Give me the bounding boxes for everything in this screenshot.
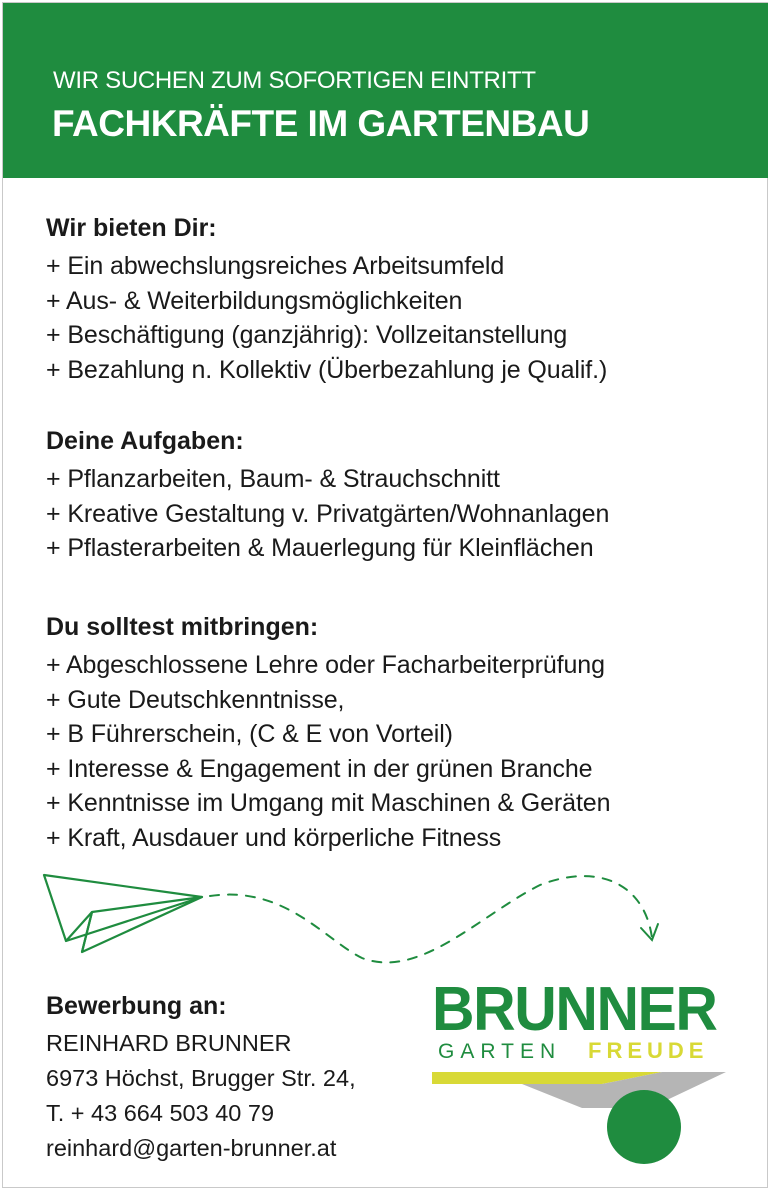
header-title: FACHKRÄFTE IM GARTENBAU	[52, 103, 590, 144]
header-subtitle: WIR SUCHEN ZUM SOFORTIGEN EINTRITT	[53, 67, 536, 94]
requirement-item: + Abgeschlossene Lehre oder Facharbeiterprüfung	[46, 651, 605, 679]
tasks-section	[46, 425, 609, 566]
offer-list	[46, 249, 607, 387]
offer-item: + Ein abwechslungsreiches Arbeitsumfeld	[46, 252, 505, 280]
task-item: + Pflasterarbeiten & Mauerlegung für Kleinflächen	[46, 534, 594, 563]
tasks-list	[46, 462, 609, 566]
application-block	[46, 990, 356, 1166]
task-item: + Pflanzarbeiten, Baum- & Strauchschnitt	[46, 465, 500, 493]
requirements-section	[46, 611, 610, 856]
requirement-item: + B Führerschein, (C & E von Vorteil)	[46, 720, 453, 749]
requirements-list	[46, 648, 610, 856]
offer-section	[46, 212, 607, 387]
logo-green-circle	[607, 1090, 681, 1164]
dashed-arrow-icon	[210, 876, 658, 962]
brunner-logo	[432, 975, 732, 1180]
application-heading: Bewerbung an:	[46, 992, 227, 1020]
requirements-heading: Du solltest mitbringen:	[46, 613, 319, 641]
logo-garten-text: GARTEN	[438, 1040, 562, 1063]
task-item: + Kreative Gestaltung v. Privatgärten/Wohnanlagen	[46, 499, 610, 528]
header-banner	[3, 3, 768, 178]
offer-item: + Beschäftigung (ganzjährig): Vollzeitanstellung	[46, 321, 568, 350]
requirement-item: + Kraft, Ausdauer und körperliche Fitness	[46, 823, 502, 852]
contact-name: REINHARD BRUNNER	[46, 1030, 292, 1056]
paper-plane-icon	[44, 875, 202, 952]
logo-graphic	[432, 1068, 732, 1174]
tasks-heading: Deine Aufgaben:	[46, 427, 244, 455]
logo-brand-text: BRUNNER	[432, 975, 717, 1044]
requirement-item: + Interesse & Engagement in der grünen Branche	[46, 754, 593, 783]
contact-address: 6973 Höchst, Brugger Str. 24,	[46, 1065, 356, 1091]
offer-item: + Bezahlung n. Kollektiv (Überbezahlung je Qualif.)	[46, 355, 608, 384]
contact-phone: T. + 43 664 503 40 79	[46, 1100, 275, 1126]
logo-freude-text: FREUDE	[588, 1038, 709, 1063]
offer-heading: Wir bieten Dir:	[46, 214, 217, 242]
paper-plane-graphic	[0, 860, 772, 970]
requirement-item: + Gute Deutschkenntnisse,	[46, 685, 345, 714]
requirement-item: + Kenntnisse im Umgang mit Maschinen & Geräten	[46, 789, 611, 818]
offer-item: + Aus- & Weiterbildungsmöglichkeiten	[46, 286, 463, 315]
contact-email: reinhard@garten-brunner.at	[46, 1135, 337, 1161]
